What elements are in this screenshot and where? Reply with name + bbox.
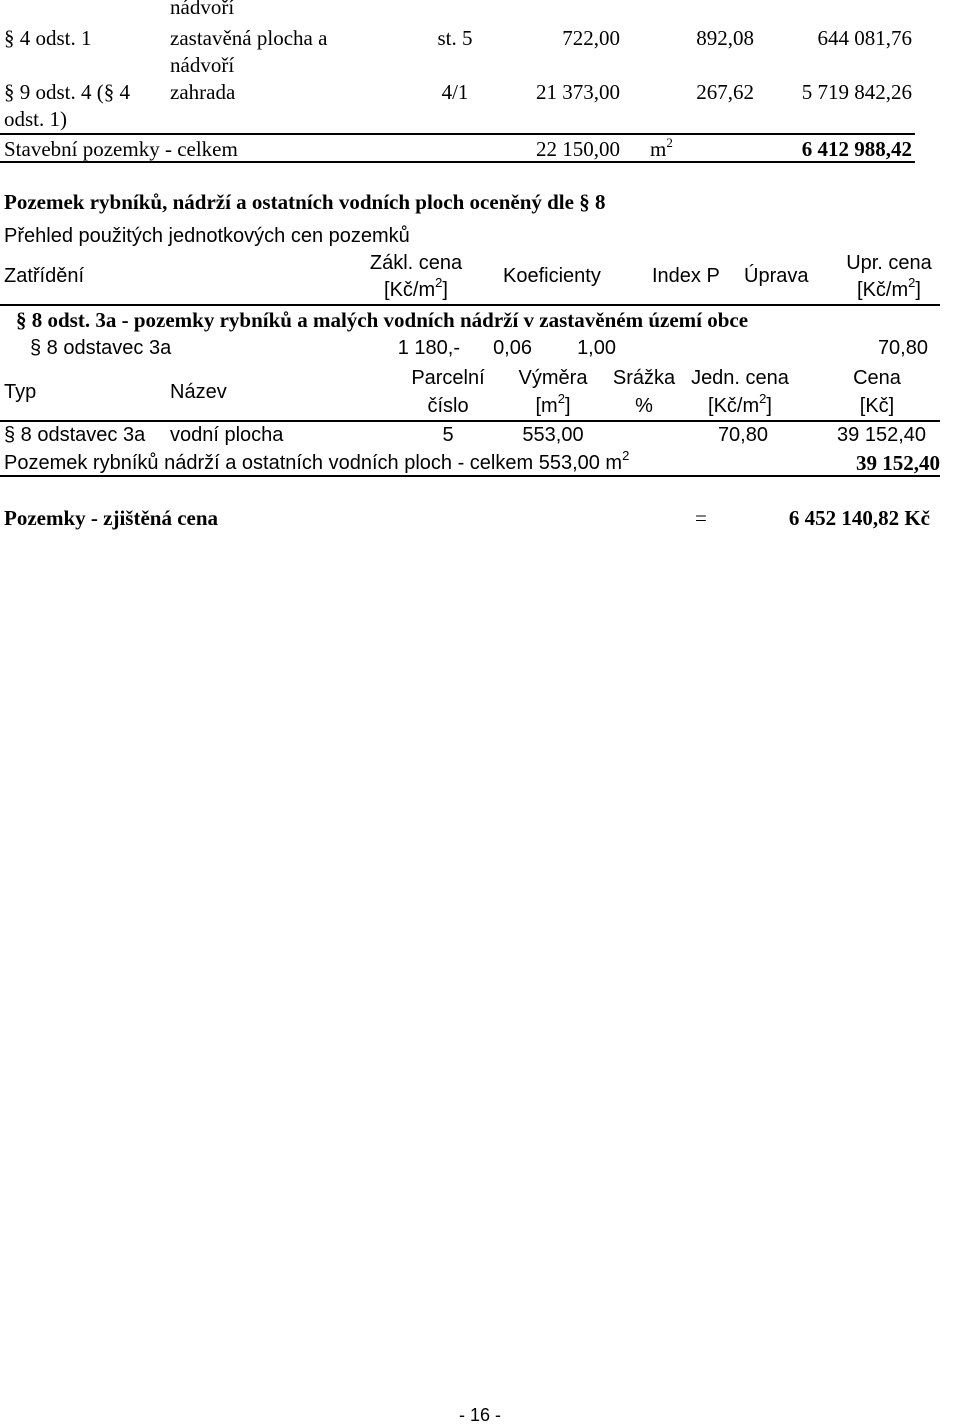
land-row-name-line1: nádvoří [170, 0, 235, 19]
land-row-name-line2: zastavěná plocha a [170, 26, 328, 50]
price-row-index-p: 1,00 [577, 337, 616, 359]
land-row-price: 644 081,76 [817, 26, 912, 50]
land-row-parcel: 4/1 [441, 80, 469, 104]
row-area: 553,00 [522, 424, 584, 446]
land-row-area: 722,00 [562, 26, 620, 50]
header-price-line2: [Kč] [859, 395, 895, 417]
grand-total-label: Pozemky - zjištěná cena [4, 506, 219, 530]
divider [0, 420, 940, 422]
price-row-classification: § 8 odstavec 3a [30, 337, 172, 359]
header-deduction-line1: Srážka [612, 367, 676, 389]
building-total-price: 6 412 988,42 [801, 137, 912, 161]
header-adj-price-line1: Upr. cena [846, 252, 932, 274]
header-parcel-line2: číslo [427, 395, 469, 417]
land-row-parcel: st. 5 [437, 26, 473, 50]
header-base-price-line2: $[Kč/m^2]$ [384, 275, 448, 301]
header-area-line2: $[m^2]$ [535, 391, 571, 417]
building-total-area: 22 150,00 [536, 137, 620, 161]
row-price: 39 152,40 [837, 424, 926, 446]
divider [0, 133, 915, 135]
header-deduction-line2: % [635, 395, 653, 417]
header-parcel-line1: Parcelní [411, 367, 485, 389]
building-total-label: Stavební pozemky - celkem [4, 137, 238, 161]
price-row-adj-price: 70,80 [877, 337, 928, 359]
header-name: Název [170, 381, 227, 403]
header-price-line1: Cena [853, 367, 901, 389]
grand-total-value: 6 452 140,82 Kč [788, 506, 930, 530]
row-unit-price: 70,80 [717, 424, 768, 446]
price-row-coefficient: 0,06 [493, 337, 532, 359]
page-number: - 16 - [458, 1405, 501, 1425]
land-row-name: zahrada [170, 80, 236, 104]
header-adj-price-line2: $[Kč/m^2]$ [857, 275, 921, 301]
land-row-unit-price: 267,62 [696, 80, 754, 104]
row-parcel: 5 [442, 424, 454, 446]
header-base-price-line1: Zákl. cena [369, 252, 463, 274]
water-total-price: 39 152,40 [856, 451, 940, 475]
header-classification: Zatřídění [4, 265, 85, 287]
land-row-section: § 9 odst. 4 (§ 4 [4, 80, 130, 104]
header-index-p: Index P [652, 265, 720, 287]
land-row-area: 21 373,00 [536, 80, 620, 104]
divider [0, 475, 940, 477]
grand-total-eq: = [695, 506, 707, 530]
divider [0, 161, 915, 163]
header-unit-price-line2: $[Kč/m^2]$ [708, 391, 772, 417]
header-coefficients: Koeficienty [503, 265, 601, 287]
land-row-section: § 4 odst. 1 [4, 26, 92, 50]
category-heading: § 8 odst. 3a - pozemky rybníků a malých vodních nádrží v zastavěném území obce [16, 308, 749, 332]
land-row-unit-price: 892,08 [696, 26, 754, 50]
land-row-section-line2: odst. 1) [4, 107, 67, 131]
row-type: § 8 odstavec 3a [4, 424, 146, 446]
divider [0, 304, 940, 306]
row-name: vodní plocha [170, 424, 284, 446]
header-unit-price-line1: Jedn. cena [691, 367, 789, 389]
building-total-unit: $m^2$ [650, 135, 673, 161]
header-adjustment: Úprava [744, 265, 809, 287]
section-heading: Pozemek rybníků, nádrží a ostatních vodních ploch oceněný dle § 8 [4, 190, 606, 214]
land-row-price: 5 719 842,26 [801, 80, 912, 104]
price-row-base-price: 1 180,- [397, 337, 460, 359]
water-total-label: Pozemek rybníků nádrží a ostatních vodních ploch - celkem 553,00 $m^2$ [4, 448, 630, 474]
header-type: Typ [4, 381, 37, 403]
land-row-name-line3: nádvoří [170, 53, 235, 77]
section-subheading: Přehled použitých jednotkových cen pozemků [4, 225, 410, 247]
header-area-line1: Výměra [518, 367, 588, 389]
